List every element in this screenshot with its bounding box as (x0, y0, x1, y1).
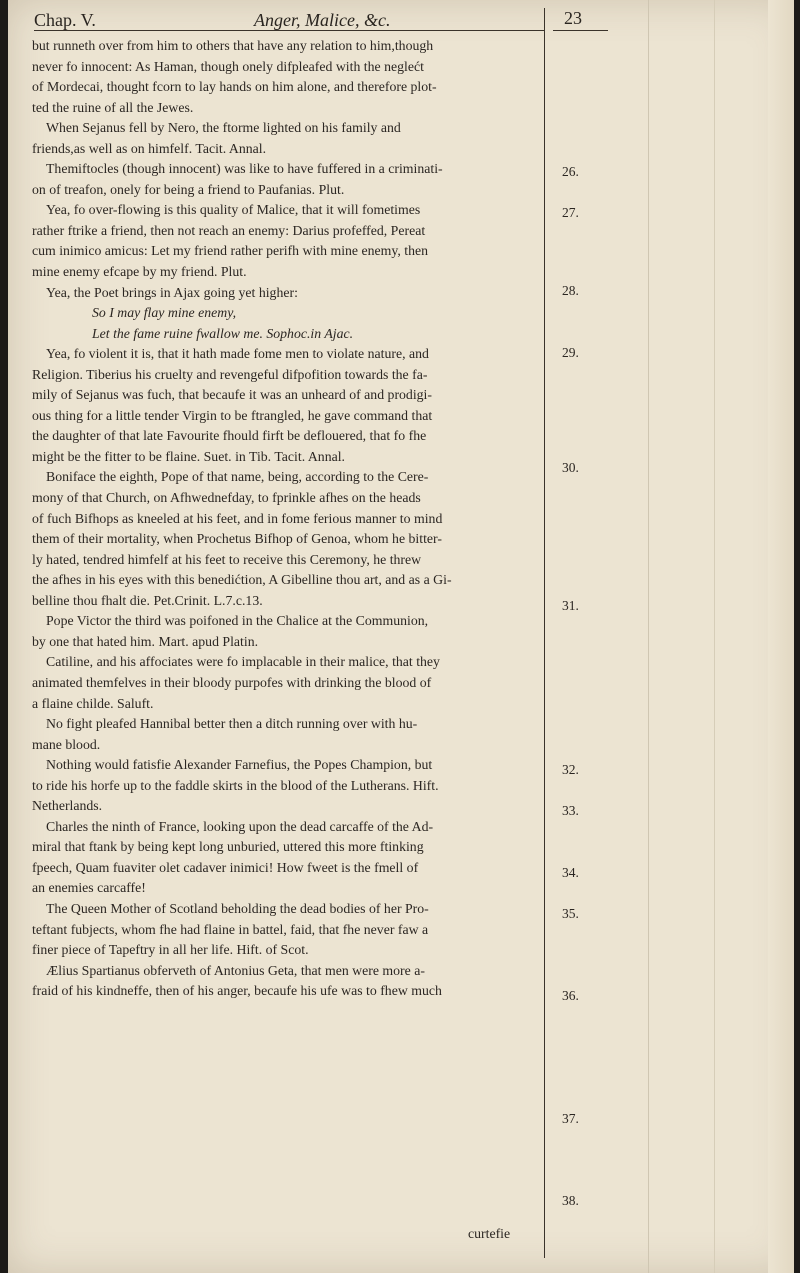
margin-number: 34. (562, 865, 579, 880)
text-line: Religion. Tiberius his cruelty and revengeful difpofition towards the fa- (32, 366, 428, 382)
text-line: friends,as well as on himfelf. Tacit. Annal. (32, 140, 267, 156)
text-line: miral that ftank by being kept long unburied, uttered this more ftinking (32, 839, 424, 855)
text-line: of Mordecai, thought fcorn to lay hands on him alone, and therefore plot- (32, 79, 437, 95)
margin-number: 37. (562, 1111, 579, 1126)
page-edge-line (648, 0, 649, 1273)
text-line: but runneth over from him to others that have any relation to him,though (32, 38, 434, 53)
text-line: ly hated, tendred himfelf at his feet to receive this Ceremony, he threw (32, 551, 422, 567)
running-title: Anger, Malice, &c. (254, 10, 391, 30)
text-line: ous thing for a little tender Virgin to be ftrangled, he gave command that (32, 407, 433, 423)
text-line: mane blood. (32, 736, 101, 752)
text-line: mony of that Church, on Afhwednefday, to fprinkle afhes on the heads (32, 490, 421, 506)
page-edge-shadow (768, 0, 794, 1273)
margin-number: 27. (562, 205, 579, 220)
text-line: them of their mortality, when Prochetus Bifhop of Genoa, whom he bitter- (32, 531, 442, 547)
text-line: finer piece of Tapeftry in all her life. Hift. of Scot. (32, 942, 309, 958)
catchword: curtefie (468, 1226, 511, 1241)
margin-number: 36. (562, 988, 579, 1003)
folio-rule (553, 30, 608, 31)
margin-number: 29. (562, 345, 579, 360)
margin-rule (544, 8, 545, 1258)
text-line: When Sejanus fell by Nero, the ftorme lighted on his family and (46, 120, 401, 136)
text-line: the daughter of that late Favourite fhould firft be deflouered, that fo fhe (32, 428, 427, 444)
text-line: rather ftrike a friend, then not reach an enemy: Darius profeffed, Pereat (32, 222, 426, 238)
text-line: an enemies carcaffe! (32, 880, 146, 896)
text-line: to ride his horfe up to the faddle skirts in the blood of the Lutherans. Hift. (32, 777, 439, 793)
text-line: never fo innocent: As Haman, though onely difpleafed with the neglećt (32, 58, 424, 74)
text-line: of fuch Bifhops as kneeled at his feet, and in fome ferious manner to mind (32, 510, 443, 526)
margin-number: 38. (562, 1193, 579, 1208)
text-line: Yea, fo over-flowing is this quality of Malice, that it will fometimes (46, 202, 421, 218)
text-line: by one that hated him. Mart. apud Platin. (32, 633, 259, 649)
margin-number: 28. (562, 283, 579, 298)
text-line: ted the ruine of all the Jewes. (32, 99, 194, 115)
margin-number: 33. (562, 803, 579, 818)
text-line: animated themfelves in their bloody purpofes with drinking the blood of (32, 674, 432, 690)
margin-number: 30. (562, 460, 579, 475)
text-line: The Queen Mother of Scotland beholding the dead bodies of her Pro- (46, 900, 429, 916)
text-line: Catiline, and his affociates were fo implacable in their malice, that they (46, 654, 440, 670)
text-line: a flaine childe. Saluft. (32, 695, 154, 711)
text-line: Boniface the eighth, Pope of that name, being, according to the Cere- (46, 469, 429, 485)
text-line: Ælius Spartianus obferveth of Antonius Geta, that men were more a- (46, 962, 425, 978)
text-line: Charles the ninth of France, looking upon the dead carcaffe of the Ad- (46, 818, 434, 834)
text-line: fraid of his kindneffe, then of his anger, becaufe his ufe was to fhew much (32, 983, 442, 999)
text-line: Yea, fo violent it is, that it hath made fome men to violate nature, and (46, 346, 429, 362)
running-header (34, 8, 564, 30)
text-line: Yea, the Poet brings in Ajax going yet higher: (46, 284, 298, 300)
text-line: Themiftocles (though innocent) was like to have fuffered in a criminati- (46, 161, 443, 177)
text-line: mily of Sejanus was fuch, that becaufe it was an unheard of and prodigi- (32, 387, 432, 403)
text-line: No fight pleafed Hannibal better then a ditch running over with hu- (46, 716, 418, 732)
text-line: belline thou fhalt die. Pet.Crinit. L.7.c.13. (32, 592, 263, 608)
book-page (8, 0, 794, 1273)
text-line: cum inimico amicus: Let my friend rather perifh with mine enemy, then (32, 243, 429, 259)
body-text (32, 36, 537, 1002)
text-line: the afhes in his eyes with this benedićtion, A Gibelline thou art, and as a Gi- (32, 572, 452, 588)
margin-number: 26. (562, 164, 579, 179)
chapter-label: Chap. V. (34, 10, 96, 30)
text-line: Nothing would fatisfie Alexander Farnefius, the Popes Champion, but (46, 757, 433, 773)
margin-number: 35. (562, 906, 579, 921)
text-line: Pope Victor the third was poifoned in the Chalice at the Communion, (46, 613, 429, 629)
verse-line: So I may flay mine enemy, (92, 305, 237, 321)
verse-line: Let the fame ruine fwallow me. Sophoc.in Ajac. (92, 325, 354, 341)
margin-number: 31. (562, 598, 579, 613)
text-line: fpeech, Quam fuaviter olet cadaver inimici! How fweet is the fmell of (32, 859, 419, 875)
text-line: mine enemy efcape by my friend. Plut. (32, 264, 247, 280)
text-line: Netherlands. (32, 798, 103, 814)
text-line: might be the fitter to be flaine. Suet. in Tib. Tacit. Annal. (32, 448, 346, 464)
header-rule (34, 30, 544, 31)
page-edge-line (714, 0, 715, 1273)
text-line: teftant fubjects, whom fhe had flaine in battel, faid, that fhe never faw a (32, 921, 429, 937)
margin-number: 32. (562, 762, 579, 777)
text-line: on of treafon, onely for being a friend to Paufanias. Plut. (32, 181, 345, 197)
page-number: 23 (564, 8, 582, 28)
